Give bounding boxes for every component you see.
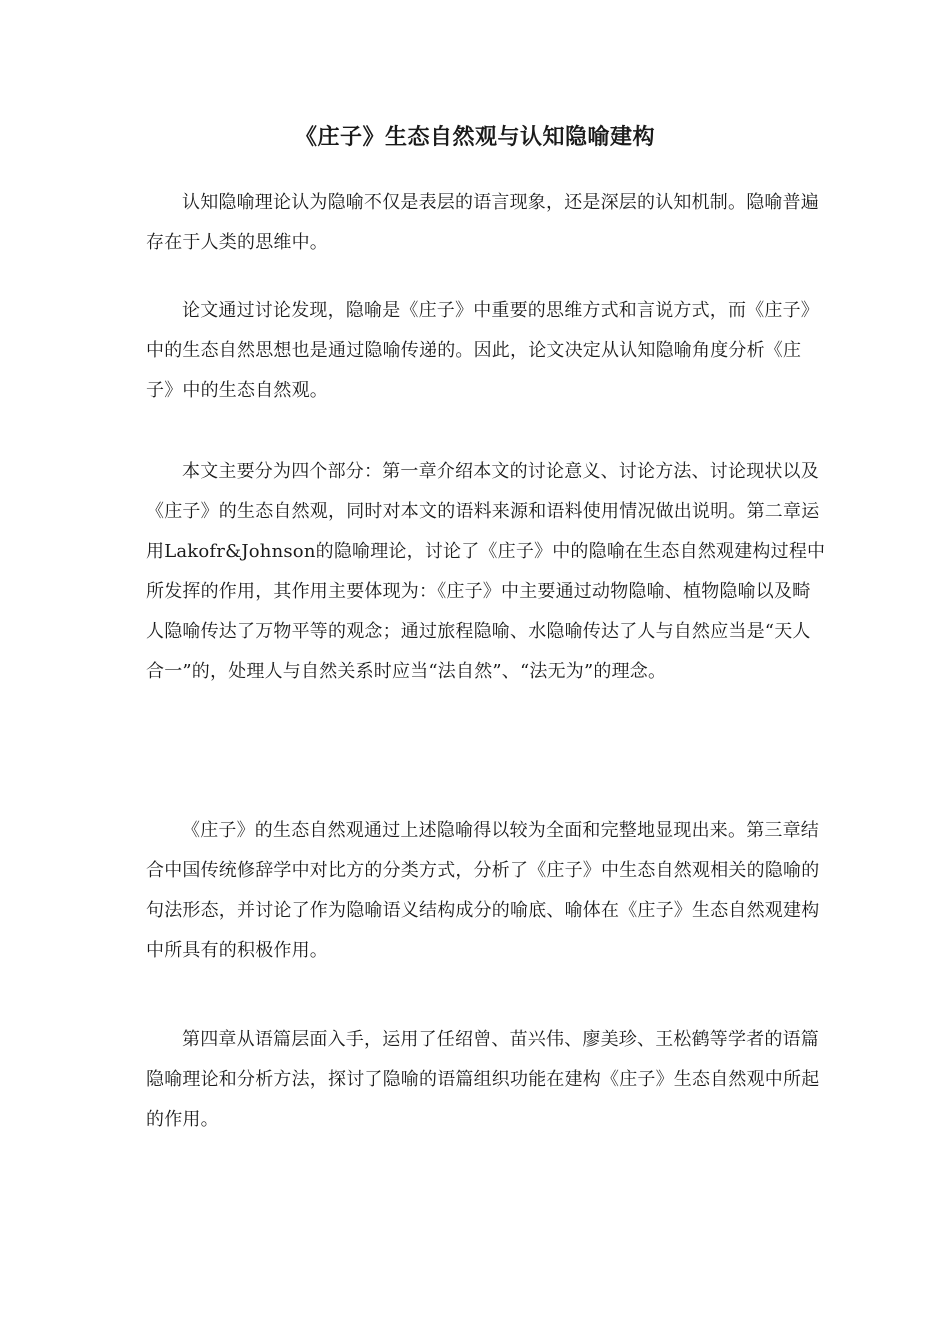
document-title: 《庄子》生态自然观与认知隐喻建构 (294, 124, 655, 150)
paragraph-1: 认知隐喻理论认为隐喻不仅是表层的语言现象，还是深层的认知机制。隐喻普遍存在于人类的思维中。 (146, 192, 819, 253)
paragraph-4: 《庄子》的生态自然观通过上述隐喻得以较为全面和完整地显现出来。第三章结合中国传统修辞学中对比方的分类方式，分析了《庄子》中生态自然观相关的隐喻的句法形态，并讨论了作为隐喻语义结构成分的喻底、喻体在《庄子》生态自然观建构中所具有的积极作用。 (146, 820, 820, 961)
paragraph-5: 第四章从语篇层面入手，运用了任绍曾、苗兴伟、廖美珍、王松鹤等学者的语篇隐喻理论和分析方法，探讨了隐喻的语篇组织功能在建构《庄子》生态自然观中所起的作用。 (146, 1029, 820, 1130)
paragraph-2: 论文通过讨论发现，隐喻是《庄子》中重要的思维方式和言说方式，而《庄子》中的生态自然思想也是通过隐喻传递的。因此，论文决定从认知隐喻角度分析《庄子》中的生态自然观。 (146, 300, 819, 401)
paragraph-3: 本文主要分为四个部分：第一章介绍本文的讨论意义、讨论方法、讨论现状以及《庄子》的生态自然观，同时对本文的语料来源和语料使用情况做出说明。第二章运用Lakofr&Johnson的隐喻理论，讨论了《庄子》中的隐喻在生态自然观建构过程中所发挥的作用，其作用主要体现为：《庄子》中主要通过动物隐喻、植物隐喻以及畸人隐喻传达了万物平等的观念；通过旅程隐喻、水隐喻传达了人与自然应当是“天人合一”的，处理人与自然关系时应当“法自然”、“法无为”的理念。 (146, 461, 826, 682)
